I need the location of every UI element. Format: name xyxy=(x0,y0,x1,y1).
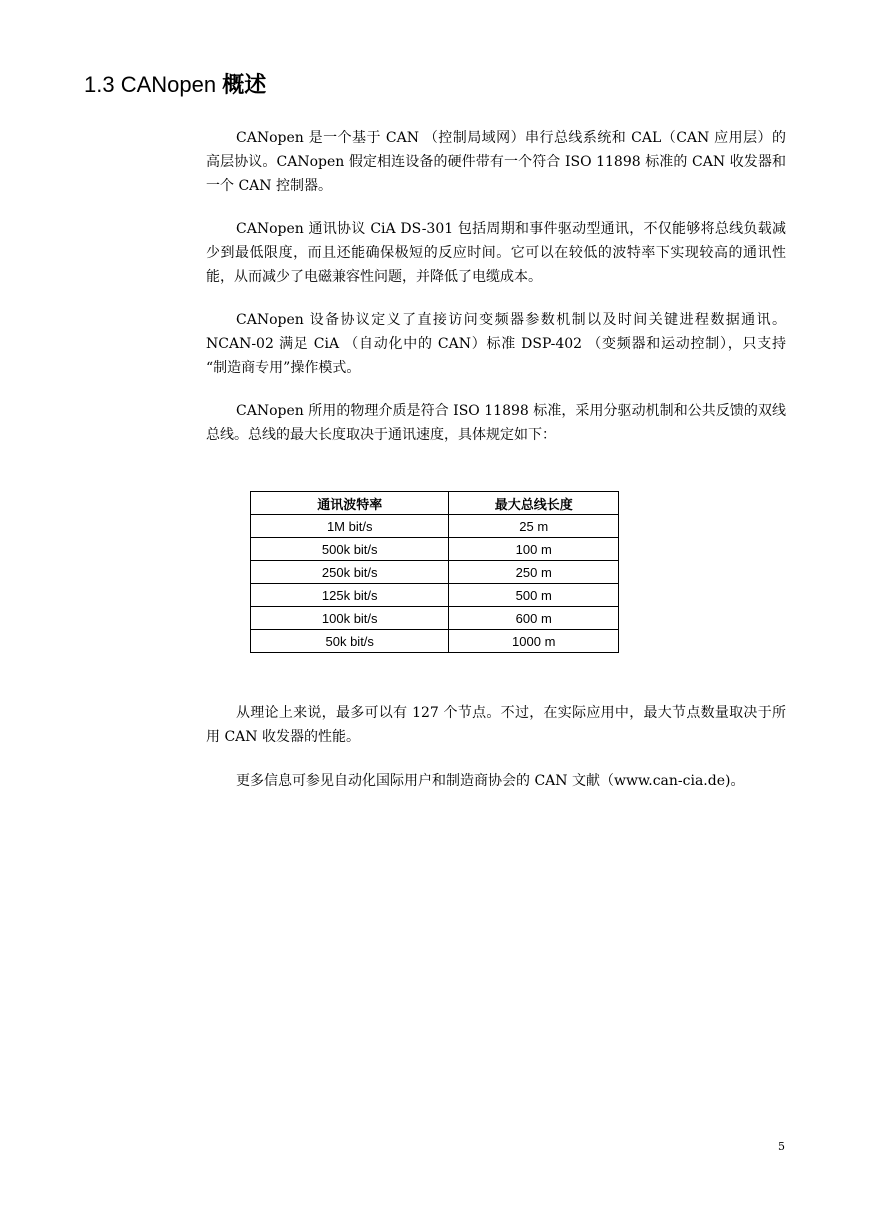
table-row xyxy=(251,561,619,584)
table-row xyxy=(251,515,619,538)
section-title: 概述 xyxy=(222,72,267,97)
paragraph-device-profile: CANopen 设备协议定义了直接访问变频器参数机制以及时间关键进程数据通讯。NCAN-02 满足 CiA （自动化中的 CAN）标准 DSP-402 （变频器和运动控制），只支持 “制造商专用”操作模式。 xyxy=(206,312,786,376)
cell-max-length: 600 m xyxy=(449,607,619,630)
cell-baudrate: 250k bit/s xyxy=(251,561,449,584)
cell-baudrate: 50k bit/s xyxy=(251,630,449,653)
paragraph-canopen-intro: CANopen 是一个基于 CAN （控制局域网）串行总线系统和 CAL（CAN 应用层）的高层协议。CANopen 假定相连设备的硬件带有一个符合 ISO 11898 标准的 CAN 收发器和一个 CAN 控制器。 xyxy=(206,130,786,194)
paragraph-node-count: 从理论上来说，最多可以有 127 个节点。不过，在实际应用中，最大节点数量取决于所用 CAN 收发器的性能。 xyxy=(206,705,786,745)
section-number: 1.3 CANopen xyxy=(84,72,217,97)
cell-baudrate: 125k bit/s xyxy=(251,584,449,607)
paragraph-physical-medium: CANopen 所用的物理介质是符合 ISO 11898 标准，采用分驱动机制和公共反馈的双线总线。总线的最大长度取决于通讯速度，具体规定如下： xyxy=(206,403,786,443)
cell-max-length: 25 m xyxy=(449,515,619,538)
cell-max-length: 1000 m xyxy=(449,630,619,653)
paragraph-more-info: 更多信息可参见自动化国际用户和制造商协会的 CAN 文献（www.can-cia.de)。 xyxy=(236,773,745,789)
paragraph-communication-protocol: CANopen 通讯协议 CiA DS-301 包括周期和事件驱动型通讯，不仅能够将总线负载减少到最低限度，而且还能确保极短的反应时间。它可以在较低的波特率下实现较高的通讯性能，从而减少了电磁兼容性问题，并降低了电缆成本。 xyxy=(206,221,786,285)
baudrate-length-table xyxy=(250,491,619,653)
header-max-length: 最大总线长度 xyxy=(449,492,619,515)
table-row xyxy=(251,538,619,561)
header-baudrate: 通讯波特率 xyxy=(251,492,449,515)
cell-baudrate: 500k bit/s xyxy=(251,538,449,561)
table-row xyxy=(251,607,619,630)
cell-baudrate: 100k bit/s xyxy=(251,607,449,630)
cell-max-length: 500 m xyxy=(449,584,619,607)
cell-max-length: 100 m xyxy=(449,538,619,561)
table-row xyxy=(251,584,619,607)
cell-baudrate: 1M bit/s xyxy=(251,515,449,538)
table-row xyxy=(251,630,619,653)
page-number: 5 xyxy=(778,1140,785,1153)
section-heading xyxy=(84,70,266,100)
cell-max-length: 250 m xyxy=(449,561,619,584)
table-header-row xyxy=(251,492,619,515)
